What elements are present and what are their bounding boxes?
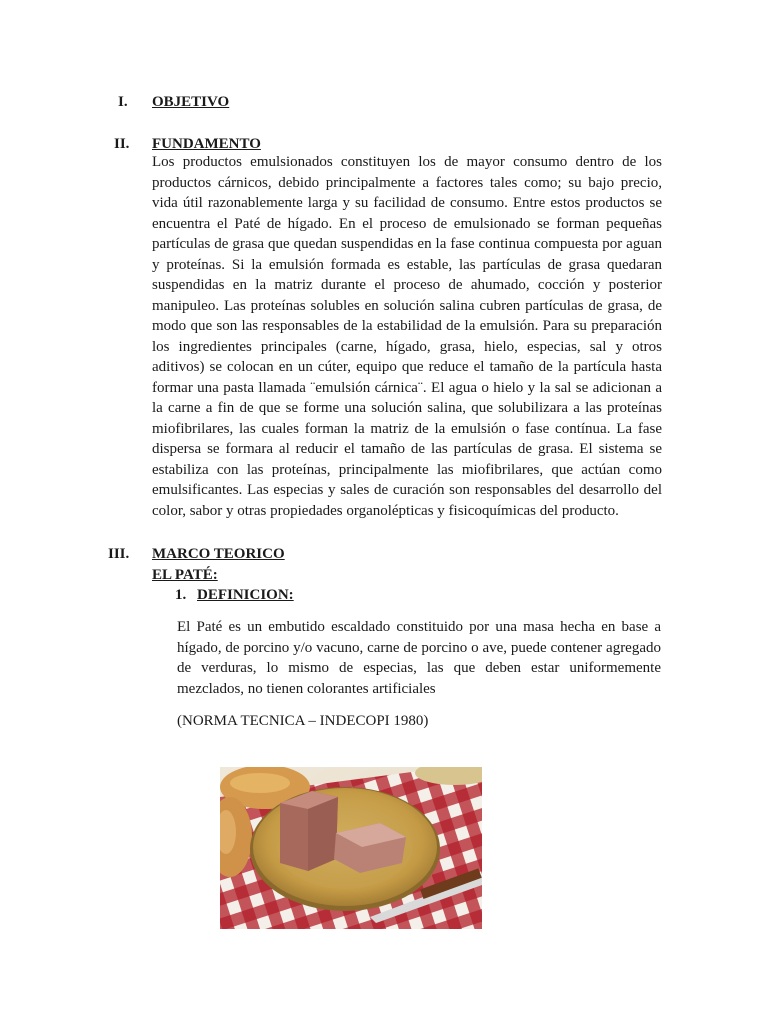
section-heading-fundamento: FUNDAMENTO <box>152 136 261 152</box>
fundamento-paragraph <box>152 152 662 521</box>
pate-photo <box>220 767 482 929</box>
section-number-1: I. <box>118 94 128 110</box>
section-heading-marco-teorico: MARCO TEORICO <box>152 546 285 562</box>
definition-paragraph <box>177 617 661 699</box>
section-number-3: III. <box>108 546 130 562</box>
section-number-2: II. <box>114 136 130 152</box>
definition-text: El Paté es un embutido escaldado constituido por una masa hecha en base a hígado, de porcino y/o vacuno, carne de porcino o ave, puede contener agregado de verduras, lo mismo de especias, las que deben estar uniformemente mezclados, no tienen colorantes artificiales <box>177 619 661 697</box>
section-heading-objetivo: OBJETIVO <box>152 94 230 110</box>
fundamento-text: Los productos emulsionados constituyen los de mayor consumo dentro de los productos cárnicos, debido principalmente a factores tales como; su bajo precio, vida útil razonablemente larga y su facilidad de consumo. Entre estos productos se encuentra el Paté de hígado. En el proceso de emulsionado se forman pequeñas partículas de grasa que quedan suspendidas en la fase continua compuesta por aguan y proteínas. Si la emulsión formada es estable, las partículas de grasa quedaran suspendidas en la matriz durante el proceso de ahumado, cocción y posterior manipuleo. Las proteínas solubles en solución salina cubren partículas de grasa, de modo que son las responsables de la estabilidad de la emulsión. Para su preparación los ingredientes principales (carne, hígado, grasa, hielo, especias, sal y otros aditivos) se colocan en un cúter, equipo que reduce el tamaño de la partícula hasta formar una pasta llamada ¨emulsión cárnica¨. El agua o hielo y la sal se adicionan a la carne a fin de que se forme una solución salina, que solubilizara a las proteínas miofibrilares, las cuales forman la matriz de la emulsión o fase contínua. La fase dispersa se formara al reducir el tamaño de las partículas de grasa. El sistema se estabiliza con las proteínas, principalmente las miofibrilares, que actúan como emulsificantes. Las especias y sales de curación son responsables del desarrollo del color, sabor y otras propiedades organolépticas y fisicoquímicas del producto. <box>152 154 662 519</box>
subheading-el-pate: EL PATÉ: <box>152 567 218 583</box>
citation: (NORMA TECNICA – INDECOPI 1980) <box>177 713 429 729</box>
item-number-1: 1. <box>175 587 187 603</box>
pate-photo-illustration <box>220 767 482 929</box>
item-heading-definicion: DEFINICION: <box>197 587 294 603</box>
